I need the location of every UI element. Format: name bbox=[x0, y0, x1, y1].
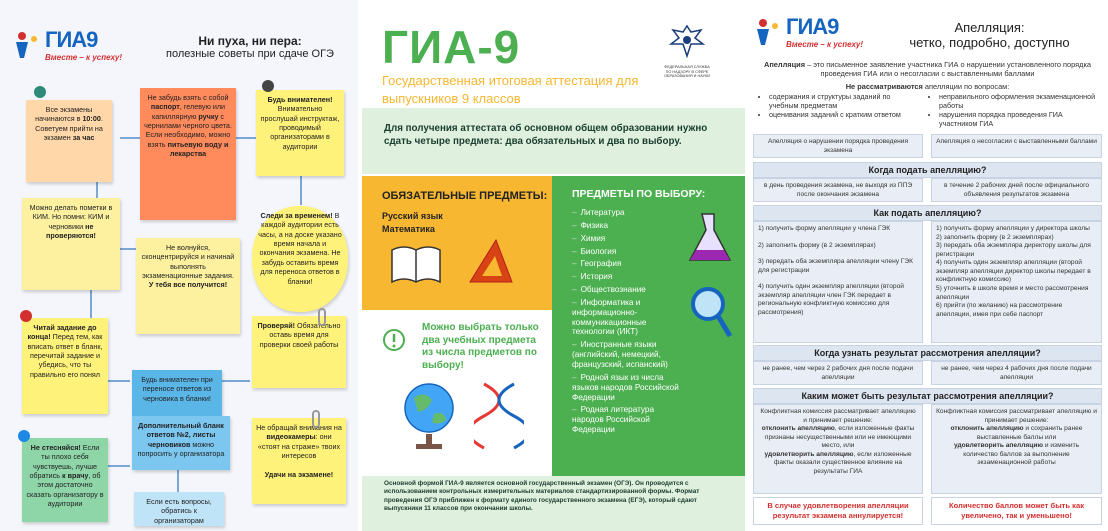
figure-logo-icon bbox=[12, 30, 42, 60]
elective-title: ПРЕДМЕТЫ ПО ВЫБОРУ: bbox=[572, 188, 706, 200]
agency-name: ФЕДЕРАЛЬНАЯ СЛУЖБА ПО НАДЗОРУ В СФЕРЕ ОБРАЗОВАНИЯ И НАУКИ bbox=[664, 65, 710, 79]
tip-note-extra-forms: Дополнительный бланк ответов №2, листы черновиков можно попросить у организатора bbox=[132, 416, 230, 470]
tip-note-dont-worry: Не волнуйся, сконцентрируйся и начинай выполнять экзаменационные задания. У тебя все получится! bbox=[136, 238, 240, 334]
choose-note: Можно выбрать только два учебных предмета из числа предметов по выбору! bbox=[422, 322, 539, 371]
connector bbox=[236, 137, 256, 139]
triangle-ruler-icon bbox=[466, 236, 518, 286]
mandatory-block bbox=[362, 176, 552, 310]
warning-score-change: Количество баллов может быть как увеличено, так и уменьшено! bbox=[931, 497, 1102, 525]
dna-icon bbox=[474, 380, 524, 452]
not-reviewed-item: • содержания и структуры заданий по учебным предметам bbox=[769, 92, 921, 110]
tip-note-what-to-bring: Не забудь взять с собой паспорт, гелевую или капиллярную ручку с чернилами черного цвета. Если необходимо, можно взять питьевую воду и лекарства bbox=[140, 88, 236, 220]
connector bbox=[177, 470, 179, 492]
how-scores-steps: 1) получить форму апелляции у директора школы 2) заполнить форму (в 2 экземплярах) 3) передать оба экземпляра директору школы для регистрации 4) получить один экземпляр апелляции (второй экземпляр апелляции директор школы передает в конфликтную комиссию) 5) уточнить в школе время и место рассмотрения апелляции 6) прийти (по желанию) на рассмотрение апелляции, имея при себе паспорт bbox=[931, 221, 1102, 343]
appeal-subtitle: четко, подробно, доступно bbox=[909, 35, 1070, 50]
not-reviewed-left bbox=[761, 92, 921, 119]
tip-note-check: Проверяй! Обязательно оставь время для проверки своей работы bbox=[252, 316, 346, 388]
logo-text: ГИА9 bbox=[786, 14, 839, 39]
magnifier-icon bbox=[688, 284, 734, 340]
when-procedure: в день проведения экзамена, не выходя из ППЭ после окончания экзамена bbox=[753, 178, 923, 202]
how-procedure-steps: 1) получить форму апелляции у члена ГЭК 2) заполнить форму (в 2 экземплярах) 3) передать оба экземпляра апелляции члену ГЭК для регистрации 4) получить один экземпляр апелляции (второй экземпляр апелляции член ГЭК передает в региональную конфликтную комиссию для рассмотрения) bbox=[753, 221, 923, 343]
connector bbox=[220, 380, 250, 382]
not-reviewed-item: • нарушения порядка проведения ГИА участником ГИА bbox=[939, 110, 1103, 128]
result-scores: не ранее, чем через 4 рабочих дня после подачи апелляции bbox=[931, 361, 1102, 385]
globe-icon bbox=[402, 380, 456, 452]
tip-note-questions: Если есть вопросы, обратись к организаторам bbox=[134, 492, 224, 526]
appeal-definition: Апелляция – это письменное заявление участника ГИА о нарушении установленного порядка проведения ГИА или о несогласии с выставленными баллами bbox=[764, 60, 1091, 79]
tip-note-transfer-answers: Будь внимателен при переносе ответов из черновика в бланки! bbox=[132, 370, 222, 416]
paperclip-icon bbox=[318, 308, 326, 326]
tip-note-cameras: Не обращай внимания на видеокамеры: они «стоят на страже» твоих интересов Удачи на экзамене! bbox=[252, 418, 346, 504]
tips-subtitle: полезные советы при сдаче ОГЭ bbox=[166, 48, 334, 60]
intro-text: Для получения аттестата об основном общем образовании нужно сдать четыре предмета: два обязательных и два по выбору. bbox=[384, 123, 708, 148]
elective-subject: – Литература bbox=[572, 208, 625, 217]
logo-slogan: Вместе – к успеху! bbox=[786, 40, 864, 49]
pushpin-icon bbox=[20, 310, 32, 322]
not-reviewed-right bbox=[931, 92, 1103, 128]
elective-subject: – Информатика и информационно-коммуникационные технологии (ИКТ) bbox=[572, 297, 647, 337]
elective-block bbox=[552, 176, 745, 476]
tip-note-briefing: Будь внимателен! Внимательно прослушай инструктаж, проводимый организаторами в аудитории bbox=[256, 90, 344, 176]
connector bbox=[300, 175, 302, 205]
appeal-type-scores: Апелляция о несогласии с выставленными баллами bbox=[931, 134, 1102, 158]
outcome-heading: Каким может быть результат рассмотрения апелляции? bbox=[753, 388, 1102, 404]
outcome-scores: Конфликтная комиссия рассматривает апелляцию и принимает решение: отклонить апелляцию и сохранить ранее выставленные баллы или удовлетворить апелляцию и изменить количество баллов за выполнение экзаменационной работы bbox=[931, 404, 1102, 494]
eagle-emblem-icon bbox=[667, 22, 707, 60]
not-reviewed-item: • оценивания заданий с кратким ответом bbox=[769, 110, 921, 119]
tips-panel bbox=[0, 0, 358, 531]
paperclip-icon bbox=[312, 410, 320, 428]
connector bbox=[120, 137, 140, 139]
elective-subject: – География bbox=[572, 259, 622, 269]
outcome-procedure: Конфликтная комиссия рассматривает апелляцию и принимает решение: отклонить апелляцию, если изложенные факты признаны несущественными или не имеющими место, или удовлетворить апелляцию, если изложенные факты оказали существенное влияние на результаты ГИА bbox=[753, 404, 923, 494]
choose-note-block bbox=[362, 310, 552, 476]
gia9-logo bbox=[753, 14, 863, 49]
result-procedure: не ранее, чем через 2 рабочих дня после подачи апелляции bbox=[753, 361, 923, 385]
gia9-logo bbox=[12, 27, 122, 62]
tip-note-start-time: Все экзамены начинаются в 10:00. Советуем прийти на экзамен за час bbox=[26, 100, 112, 182]
mandatory-title: ОБЯЗАТЕЛЬНЫЕ ПРЕДМЕТЫ: bbox=[382, 190, 548, 202]
tip-note-watch-time: Следи за временем! В каждой аудитории есть часы, а на доске указано время начала и окончания экзамена. Не забудь оставить время для переноса ответов в бланки! bbox=[252, 206, 348, 312]
elective-subject: – Родной язык из числа языков народов Российской Федерации bbox=[572, 372, 679, 402]
pushpin-icon bbox=[262, 80, 274, 92]
elective-subject: – Физика bbox=[572, 220, 609, 230]
flask-icon bbox=[684, 210, 736, 266]
elective-subject: – История bbox=[572, 272, 613, 282]
elective-list bbox=[572, 208, 684, 438]
pushpin-icon bbox=[34, 86, 46, 98]
mandatory-list bbox=[382, 210, 443, 235]
not-reviewed-item: • неправильного оформления экзаменационной работы bbox=[939, 92, 1103, 110]
gia9-panel bbox=[362, 0, 745, 531]
tip-note-read-task: Читай задание до конца! Перед тем, как вписать ответ в бланк, перечитай задание и убедись, что ты правильно его понял bbox=[22, 318, 108, 414]
how-heading: Как подать апелляцию? bbox=[753, 205, 1102, 221]
exclamation-icon bbox=[382, 328, 406, 352]
warning-annulled: В случае удовлетворения апелляции результат экзамена аннулируется! bbox=[753, 497, 923, 525]
logo-slogan: Вместе – к успеху! bbox=[45, 53, 123, 62]
gia9-title: ГИА-9 bbox=[382, 21, 521, 73]
when-scores: в течение 2 рабочих дней после официального объявления результатов экзамена bbox=[931, 178, 1102, 202]
mandatory-subject-math: Математика bbox=[382, 223, 435, 234]
mandatory-subject-russian: Русский язык bbox=[382, 211, 443, 221]
elective-subject: – Обществознание bbox=[572, 285, 646, 295]
footer-text: Основной формой ГИА-9 является основной государственный экзамен (ОГЭ). Он проводится с использованием контрольных измерительных материалов стандартизированной формы. Формат проведения ОГЭ приближен к формату единого государственного экзамена (ЕГЭ), который сдают выпускники 11 классов при окончании школы. bbox=[384, 480, 700, 512]
when-heading: Когда подать апелляцию? bbox=[753, 162, 1102, 178]
not-reviewed-heading: Не рассматриваются апелляции по вопросам: bbox=[845, 82, 1010, 91]
figure-logo-icon bbox=[753, 17, 783, 47]
logo-text: ГИА9 bbox=[45, 27, 98, 52]
elective-subject: – Иностранные языки (английский, немецкий, французский, испанский) bbox=[572, 340, 668, 369]
appeal-panel bbox=[747, 0, 1108, 531]
connector bbox=[90, 290, 92, 318]
elective-subject: – Химия bbox=[572, 233, 606, 243]
agency-logo bbox=[662, 22, 712, 79]
result-heading: Когда узнать результат рассмотрения апелляции? bbox=[753, 345, 1102, 361]
gia9-subtitle: Государственная итоговая аттестация для выпускников 9 классов bbox=[382, 73, 639, 107]
tips-title: Ни пуха, ни пера: bbox=[198, 34, 302, 48]
tip-note-doctor: Не стесняйся! Если ты плохо себя чувствуешь, лучше обратись к врачу, об этом достаточно сказать организатору в аудитории bbox=[22, 438, 108, 522]
pushpin-icon bbox=[18, 430, 30, 442]
book-icon bbox=[390, 242, 442, 286]
elective-subject: – Биология bbox=[572, 246, 617, 256]
appeal-type-procedure: Апелляция о нарушении порядка проведения экзамена bbox=[753, 134, 923, 158]
tip-note-kim-marks: Можно делать пометки в КИМ. Но помни: КИМ и черновики не проверяются! bbox=[22, 198, 120, 290]
elective-subject: – Родная литература народов Российской Федерации bbox=[572, 405, 655, 435]
appeal-title: Апелляция: bbox=[954, 20, 1025, 35]
